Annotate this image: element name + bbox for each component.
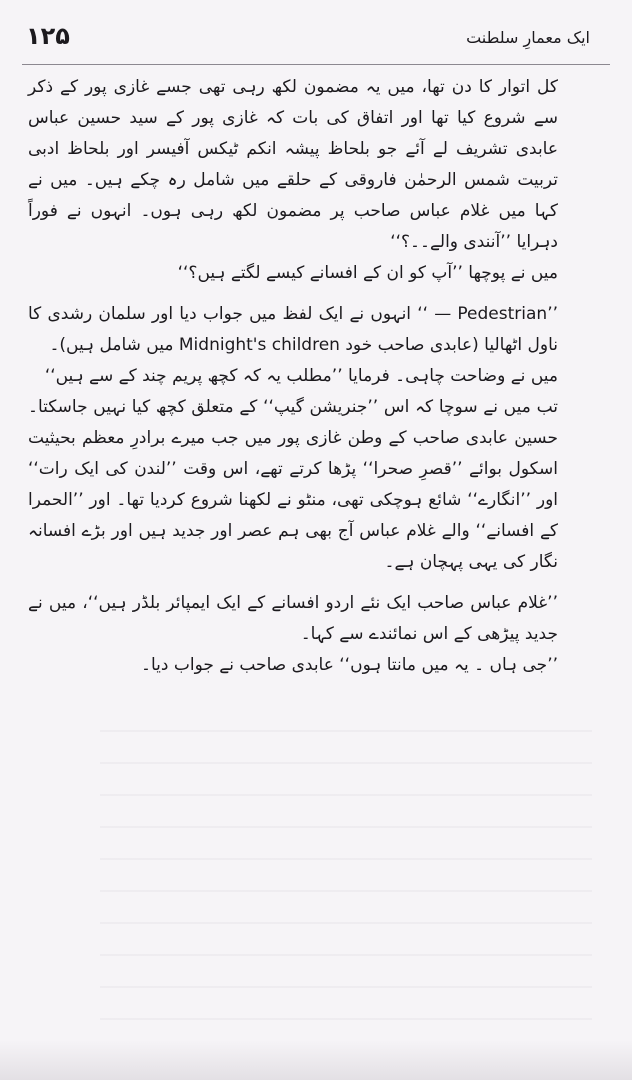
paragraph-3: ’’Pedestrian — ‘‘ انہوں نے ایک لفظ میں جواب دیا اور سلمان رشدی کا ناول اٹھالیا (عابدی صاحب خود Midnight's children میں شامل ہیں)۔ xyxy=(28,304,558,355)
header-rule xyxy=(22,64,610,65)
show-through-text xyxy=(100,730,592,1030)
paragraph-1: کل اتوار کا دن تھا، میں یہ مضمون لکھ رہی تھی جسے غازی پور کے ذکر سے شروع کیا تھا اور اتفاق کی بات کہ غازی پور کے سید حسین عباس عابدی تشریف لے آئے جو بلحاظ پیشہ انکم ٹیکس آفیسر اور بلحاظ ادبی تربیت شمس الرحمٰن فاروقی کے حلقے میں شامل رہ چکے ہیں۔ میں نے کہا میں غلام عباس صاحب پر مضمون لکھ رہی ہوں۔ انہوں نے فوراً دہرایا ’’آنندی والے۔۔؟‘‘ xyxy=(28,77,558,252)
body-text xyxy=(28,72,594,681)
page-number: ۱۲۵ xyxy=(26,22,70,50)
paragraph-5: تب میں نے سوچا کہ اس ’’جنریشن گیپ‘‘ کے متعلق کچھ کیا نہیں جاسکتا۔ حسین عابدی صاحب کے وطن غازی پور میں جب میرے برادرِ معظم بحیثیت اسکول بوائے ’’قصرِ صحرا‘‘ پڑھا کرتے تھے، اس وقت ’’لندن کی ایک رات‘‘ اور ’’انگارے‘‘ شائع ہوچکی تھی، منٹو نے لکھنا شروع کردیا تھا۔ اور ’’الحمرا کے افسانے‘‘ والے غلام عباس آج بھی ہم عصر اور جدید ہیں اور بڑے افسانہ نگار کی یہی پہچان ہے۔ xyxy=(28,397,558,572)
page-edge-shadow xyxy=(0,1040,632,1080)
running-title: ایک معمارِ سلطنت xyxy=(466,28,590,47)
paragraph-2: میں نے پوچھا ’’آپ کو ان کے افسانے کیسے لگتے ہیں؟‘‘ xyxy=(177,263,558,283)
paragraph-7: ’’جی ہاں ۔ یہ میں مانتا ہوں‘‘ عابدی صاحب نے جواب دیا۔ xyxy=(141,655,558,675)
paragraph-6: ’’غلام عباس صاحب ایک نئے اردو افسانے کے ایک ایمپائر بلڈر ہیں‘‘، میں نے جدید پیڑھی کے اس نمائندے سے کہا۔ xyxy=(28,593,558,644)
paragraph-4: میں نے وضاحت چاہی۔ فرمایا ’’مطلب یہ کہ کچھ پریم چند کے سے ہیں‘‘ xyxy=(44,366,558,386)
